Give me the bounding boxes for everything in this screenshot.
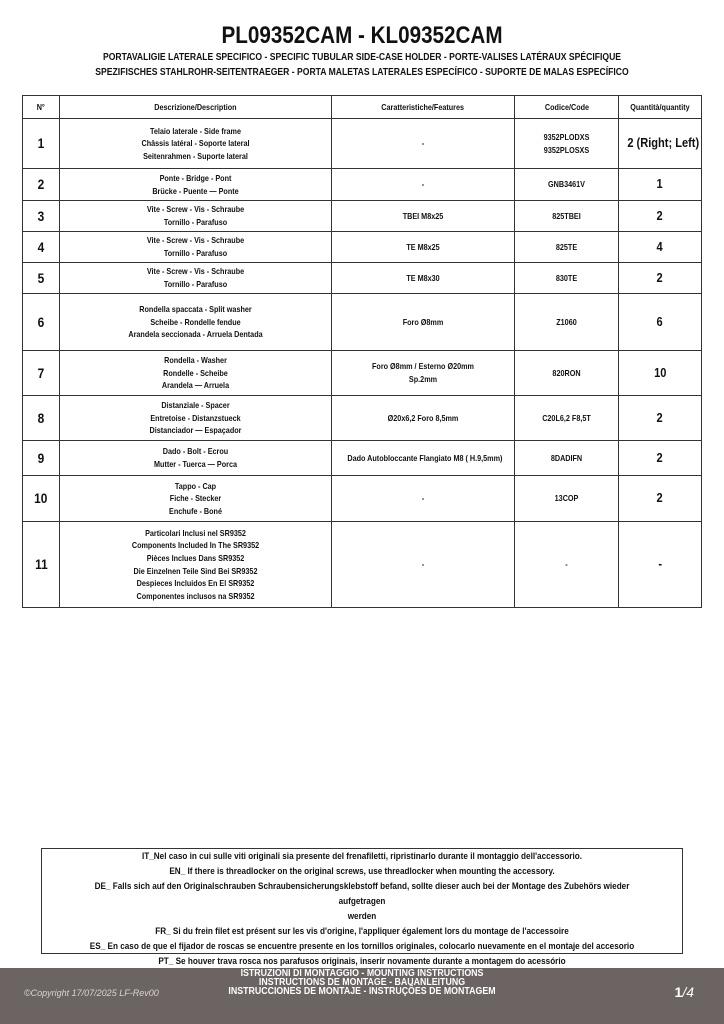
cell-description-line: Tappo - Cap [174,480,217,491]
cell-code-line: 820RON [552,367,581,378]
cell-description [60,351,332,396]
note-line: DE_ Falls sich auf den Originalschrauben Schraubensicherungsklebstoff befand, sollte dieser auch bei der Montage des Zubehörs wieder aufgetragen [94,881,630,907]
cell-description-line: Vite - Screw - Vis - Schraube [146,204,245,215]
cell-code [515,522,619,608]
cell-description [60,201,332,232]
cell-quantity: 1 [619,169,702,201]
table-row [23,396,702,441]
table-row [23,119,702,169]
cell-description-line: Fiche - Stecker [169,493,222,504]
table-row [23,522,702,608]
cell-description-line: Tornillo - Parafuso [163,279,228,289]
table-row [23,263,702,294]
cell-code-line: 13COP [554,493,579,504]
cell-code-line: 8DADIFN [550,452,583,463]
cell-description-line: Telaio laterale - Side frame [149,125,242,136]
cell-features-line: Sp.2mm [408,374,438,384]
col-header-description: Descrizione/Description [60,96,332,119]
cell-number: 7 [23,351,60,396]
cell-features [332,232,515,263]
cell-features-line: Foro Ø8mm [402,316,444,327]
cell-code [515,396,619,441]
cell-code [515,119,619,169]
cell-description-line: Vite - Screw - Vis - Schraube [146,266,245,277]
page-current: 1 [674,984,683,1000]
cell-description [60,294,332,351]
cell-quantity: 2 [619,201,702,232]
cell-description-line: Scheibe - Rondelle fendue [150,316,241,327]
table-row [23,169,702,201]
cell-description-line: Entretoise - Distanzstueck [150,412,241,423]
cell-features [332,476,515,522]
cell-number: 5 [23,263,60,294]
cell-description [60,169,332,201]
cell-code-line: 9352PLOSXS [543,144,590,155]
cell-description-line: Distanciador — Espaçador [149,425,242,436]
cell-description [60,441,332,476]
subtitle-line: SPEZIFISCHES STAHLROHR-SEITENTRAEGER - PORTA MALETAS LATERALES ESPECÍFICO - SUPORTE DE MALAS ESPECÍFICO [95,66,629,78]
cell-number: 9 [23,441,60,476]
cell-description-line: Distanziale - Spacer [161,400,230,411]
cell-code [515,263,619,294]
cell-description [60,263,332,294]
note-line: werden [347,911,377,922]
cell-quantity: 2 (Right; Left) [619,119,702,169]
cell-description-line: Arandela seccionada - Arruela Dentada [128,329,263,340]
cell-features [332,263,515,294]
cell-description-line: Particolari Inclusi nel SR9352 [145,527,246,538]
cell-description-line: Rondella spaccata - Split washer [139,304,252,315]
cell-quantity: 2 [619,263,702,294]
footer-bar [0,968,724,1024]
copyright-text: ©Copyright 17/07/2025 LF-Rev00 [24,988,159,998]
cell-features [332,522,515,608]
cell-description [60,232,332,263]
cell-description [60,119,332,169]
subtitle-line: PORTAVALIGIE LATERALE SPECIFICO - SPECIFIC TUBULAR SIDE-CASE HOLDER - PORTE-VALISES LATÉRAUX SPÉCIFIQUE [102,51,622,63]
cell-features [332,201,515,232]
cell-quantity: 6 [619,294,702,351]
cell-code [515,294,619,351]
cell-number: 8 [23,396,60,441]
cell-code [515,201,619,232]
cell-code-line: GNB3461V [548,179,585,190]
cell-features [332,441,515,476]
cell-description-line: Tornillo - Parafuso [163,217,228,227]
cell-quantity: 2 [619,476,702,522]
cell-description-line: Despieces Incluidos En El SR9352 [136,578,255,589]
cell-code [515,351,619,396]
cell-description-line: Tornillo - Parafuso [163,248,228,258]
cell-code-line: 825TE [555,241,578,252]
cell-description-line: Arandela — Arruela [161,380,230,391]
cell-quantity: 2 [619,441,702,476]
cell-description [60,522,332,608]
cell-quantity: 2 [619,396,702,441]
document-subtitle [0,50,724,80]
col-header-number: N° [23,96,60,119]
cell-description-line: Pièces Inclues Dans SR9352 [146,552,245,563]
cell-features-line: TE M8x25 [406,241,440,252]
cell-description-line: Châssis latéral - Soporte lateral [141,138,250,149]
cell-features-line: Ø20x6,2 Foro 8,5mm [387,412,459,423]
cell-code-line: 830TE [555,272,578,283]
document-title: PL09352CAM - KL09352CAM [221,22,503,49]
cell-quantity: 4 [619,232,702,263]
cell-code-line: 9352PLODXS [543,131,590,142]
cell-features-line: Foro Ø8mm / Esterno Ø20mm [372,361,474,372]
parts-table-body [23,119,702,608]
cell-features [332,294,515,351]
cell-description [60,396,332,441]
cell-code [515,476,619,522]
table-row [23,201,702,232]
cell-features-line: - [421,179,425,190]
col-header-features: Caratteristiche/Features [332,96,515,119]
note-line: IT_Nel caso in cui sulle viti originali sia presente del frenafiletti, ripristinarlo durante il montaggio dell'accessorio. [141,851,583,862]
table-header-row [23,96,702,119]
cell-code [515,441,619,476]
cell-features [332,119,515,169]
cell-number: 2 [23,169,60,201]
table-row [23,294,702,351]
cell-code-line: C20L6,2 F8,5T [542,412,591,423]
col-header-code: Codice/Code [515,96,619,119]
cell-description-line: Vite - Screw - Vis - Schraube [146,235,245,246]
cell-code-line: - [565,559,568,570]
cell-features-line: - [421,493,425,504]
cell-description-line: Components Included In The SR9352 [131,540,260,551]
threadlocker-notes [41,848,683,967]
footer-title-line: INSTRUCTIONS DE MONTAGE - BAUANLEITUNG [258,976,466,988]
cell-features-line: - [421,559,425,570]
cell-features [332,169,515,201]
cell-number: 1 [23,119,60,169]
cell-code-line: 825TBEI [552,210,581,221]
cell-features [332,396,515,441]
cell-features [332,351,515,396]
cell-description-line: Dado - Bolt - Ecrou [162,446,229,457]
cell-description-line: Ponte - Bridge - Pont [159,172,232,183]
cell-features-line: TBEI M8x25 [402,210,444,221]
col-header-quantity: Quantità/quantity [619,96,702,119]
cell-quantity: 10 [619,351,702,396]
cell-number: 3 [23,201,60,232]
cell-features-line: - [421,138,425,149]
parts-table [22,95,702,608]
footer-title-line: ISTRUZIONI DI MONTAGGIO - MOUNTING INSTRUCTIONS [240,967,484,979]
cell-code [515,169,619,201]
cell-number: 4 [23,232,60,263]
cell-description-line: Rondelle - Scheibe [163,367,228,378]
cell-description-line: Rondella - Washer [164,355,227,366]
cell-description-line: Mutter - Tuerca — Porca [154,459,237,469]
note-line: PT_ Se houver trava rosca nos parafusos originais, inserir novamente durante a montagem do acessório [158,956,566,967]
note-line: EN_ If there is threadlocker on the original screws, use threadlocker when mounting the accessory. [169,866,555,877]
page-total: /4 [682,984,694,1000]
cell-description-line: Die Einzelnen Teile Sind Bei SR9352 [133,565,258,576]
table-row [23,476,702,522]
cell-description-line: Componentes inclusos na SR9352 [136,590,255,601]
cell-description [60,476,332,522]
cell-description-line: Enchufe - Boné [169,505,222,516]
table-row [23,441,702,476]
cell-code-line: Z1060 [556,316,577,327]
table-row [23,351,702,396]
cell-description-line: Brücke - Puente — Ponte [152,185,239,196]
note-line: ES_ En caso de que el fijador de roscas se encuentre presente en los tornillos originales, colocarlo nuevamente en el montaje del accesorio [89,941,635,952]
cell-features-line: TE M8x30 [406,272,440,283]
table-row [23,232,702,263]
cell-code [515,232,619,263]
cell-features-line: Dado Autobloccante Flangiato M8 ( H.9,5mm) [347,452,503,463]
page-number [675,984,694,1000]
cell-number: 10 [23,476,60,522]
cell-number: 11 [23,522,60,608]
cell-number: 6 [23,294,60,351]
cell-description-line: Seitenrahmen - Suporte lateral [143,150,248,161]
footer-title-line: INSTRUCCIONES DE MONTAJE - INSTRUÇÕES DE MONTAGEM [228,985,496,997]
note-line: FR_ Si du frein filet est présent sur les vis d'origine, l'appliquer également lors du montage de l'accessoire [155,926,569,937]
cell-quantity: - [619,522,702,608]
